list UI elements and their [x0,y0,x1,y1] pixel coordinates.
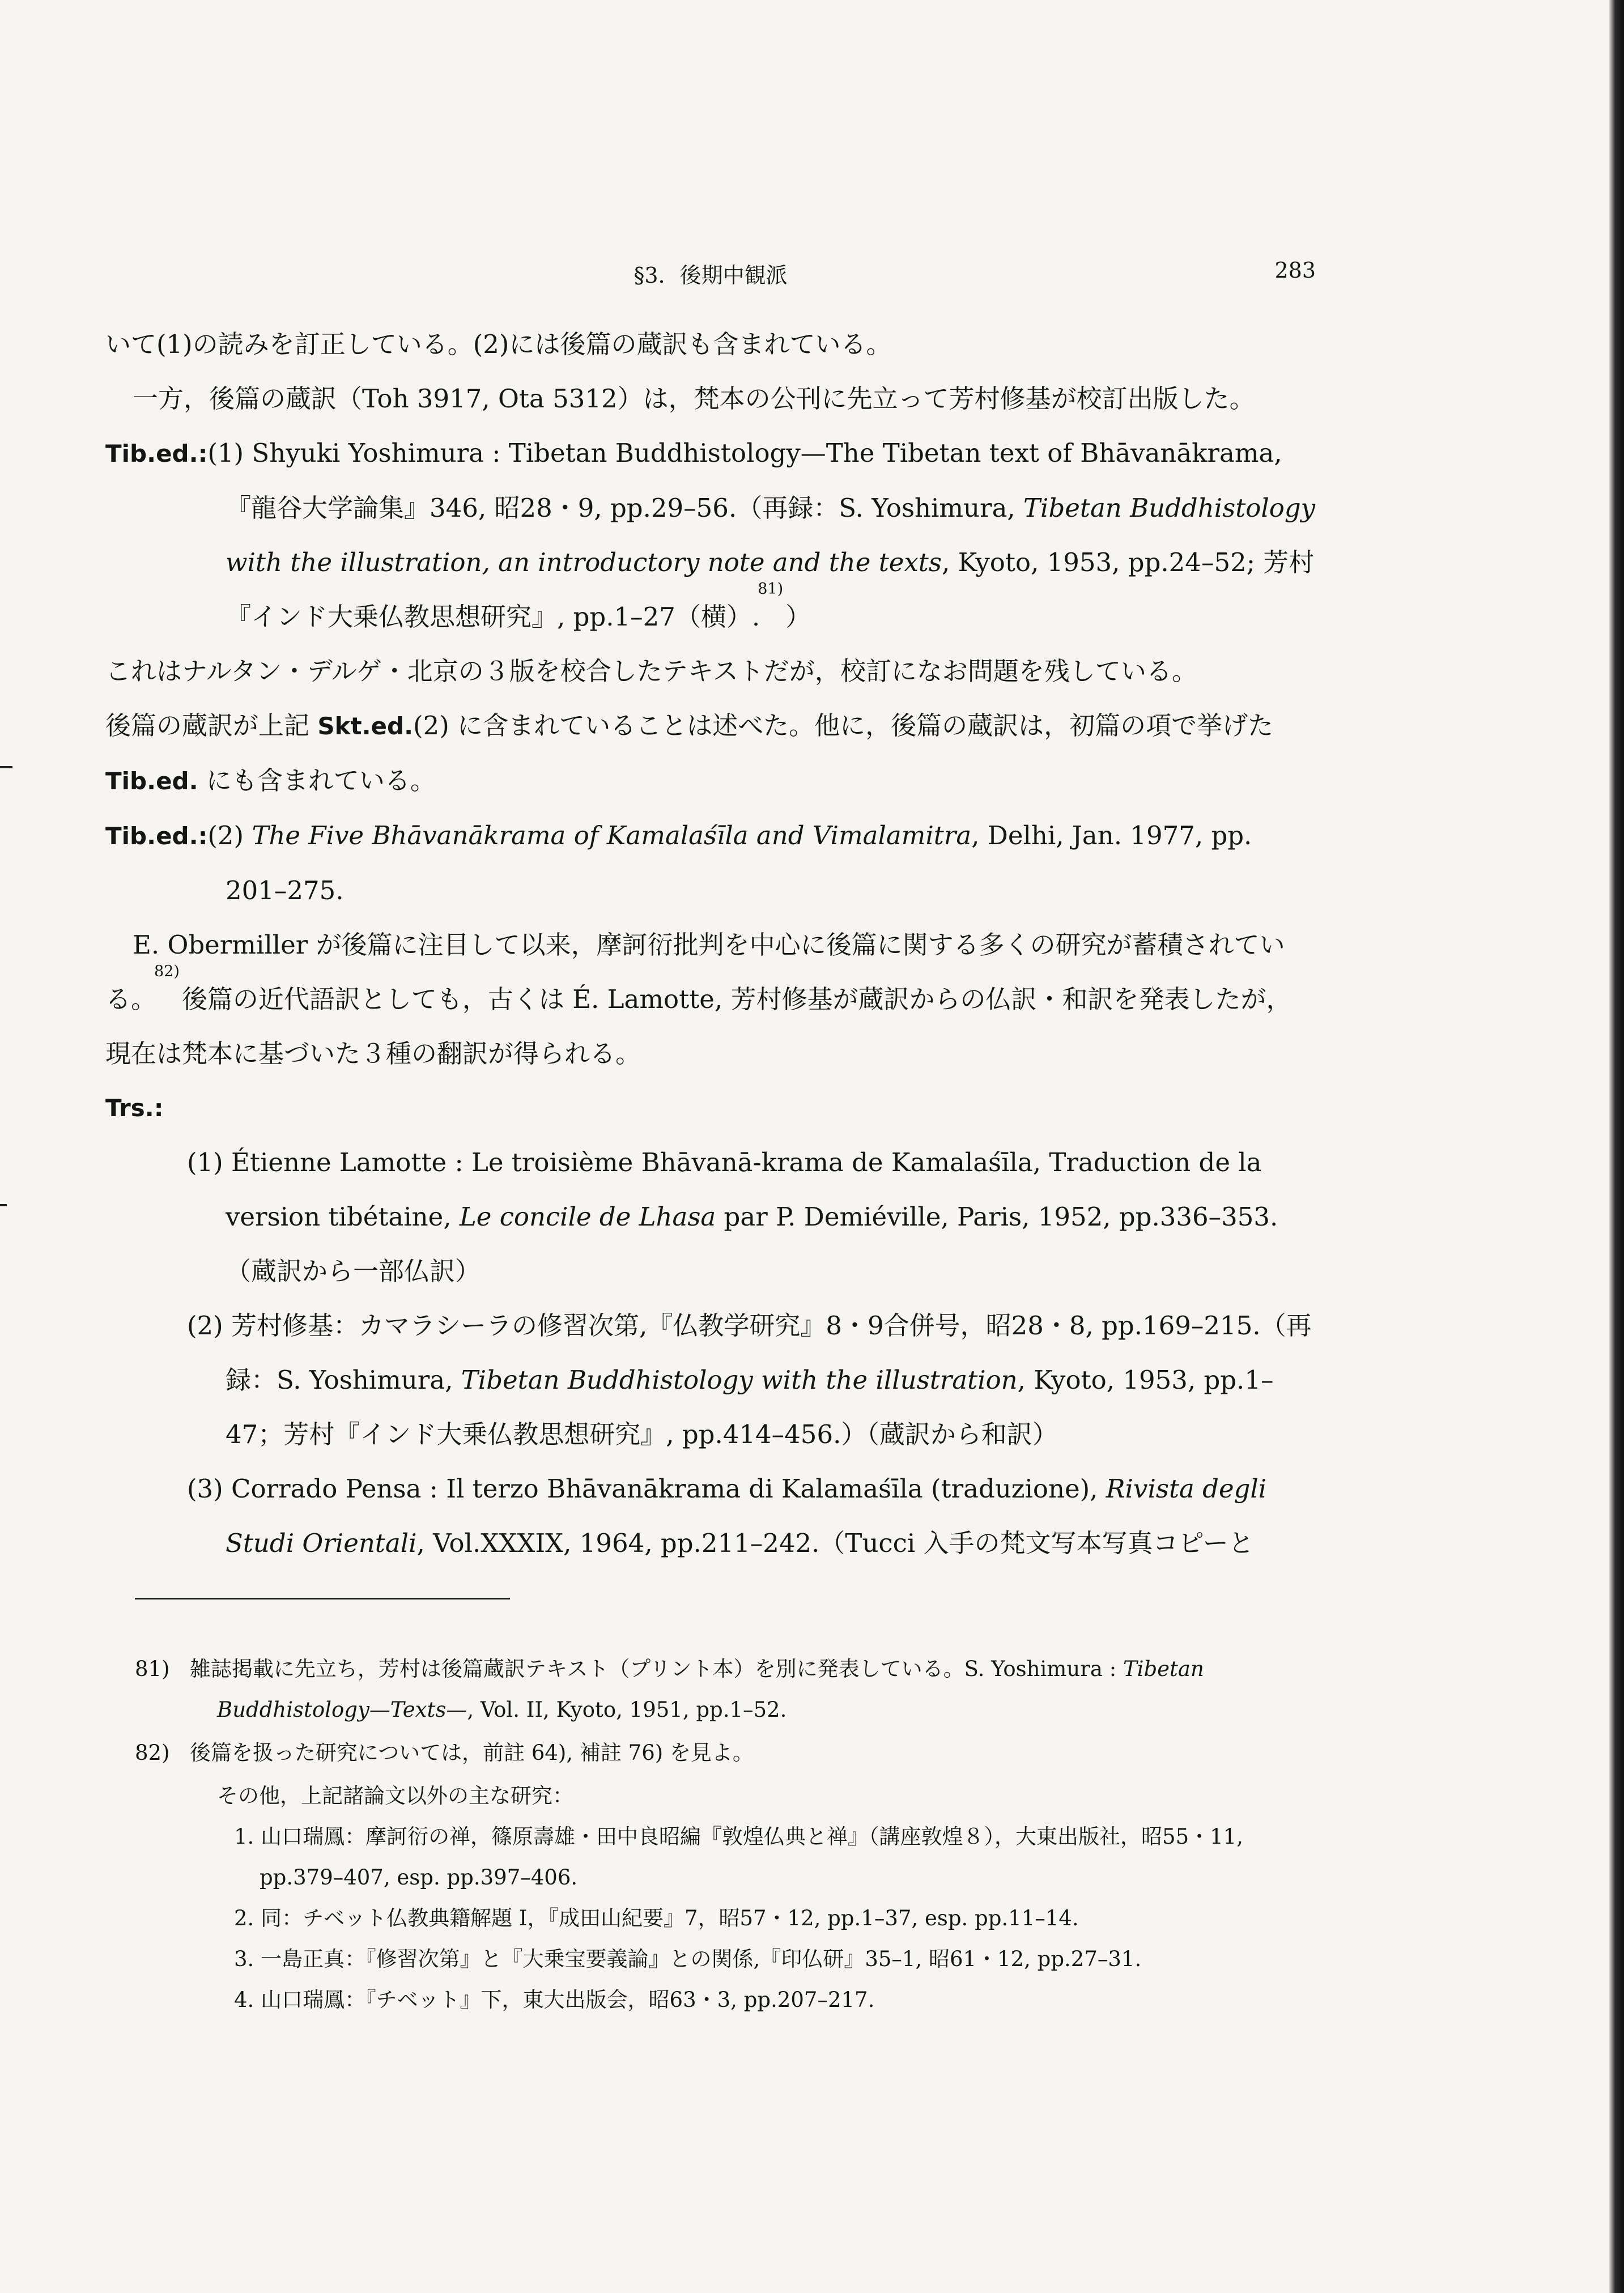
skt-ed-label: Skt.ed. [317,712,414,740]
paragraph-1: いて(1)の読みを訂正している。(2)には後篇の蔵訳も含まれている。 [105,329,892,359]
item-number: (3) [187,1474,223,1504]
text-run: 芳村修基：カマラシーラの修習次第,『仏教学研究』8・9合併号，昭28・8, pp.169–215.（再録：S. Yoshimura, [223,1311,1312,1395]
entry-title: The Five Bhāvanākrama of Kamalaśīla and Vimalamitra [252,820,972,850]
trs-label: Trs.: [105,1094,164,1122]
translation-item [105,1462,1316,1571]
text-run: E. Obermiller が後篇に注目して以来，摩訶衍批判を中心に後篇に関する多くの研究が蓄積されている。 [105,930,1285,1014]
footnote-82-item: 4. 山口瑞鳳：『チベット』下，東大出版会，昭63・3, pp.207–217. [234,1988,875,2012]
tib-ed-2-entry [105,809,1316,918]
scan-edge [1609,0,1624,2293]
italic-title: Tibetan Buddhistology with the illustration [461,1365,1018,1395]
entry-text: , Delhi, Jan. 1977, pp. 201–275. [226,820,1252,905]
footnote-82-intro: その他，上記諸論文以外の主な研究： [217,1784,573,1808]
text-run: 後篇を扱った研究については，前註 64), 補註 76) を見よ。 [189,1741,754,1765]
footnote-number: 81) [135,1657,170,1681]
text-run: 後篇の蔵訳が上記 [105,711,318,741]
text-run: 雑誌掲載に先立ち，芳村は後篇蔵訳テキスト（プリント本）を別に発表している。S. Yoshimura : [189,1657,1123,1681]
footnote-ref-81[interactable]: 81) [758,580,784,598]
entry-number: (1) [207,438,244,468]
footnote-divider [135,1598,510,1599]
entry-number: (2) [207,820,244,850]
paragraph-5 [105,918,1316,1081]
entry-text: Shyuki Yoshimura : Tibetan Buddhistology—The Tibetan text of Bhāvanākrama,『龍谷大学論集』346, 昭28・9, pp.29–56.（再録：S. Yoshimura, [226,438,1282,523]
running-header [105,258,1316,292]
translation-item [105,1299,1316,1462]
text-run: , Kyoto, 1953, pp.1–47；芳村『インド大乗仏教思想研究』, pp.414–456.）（蔵訳から和訳） [226,1365,1274,1449]
section-title: §3．後期中観派 [634,263,788,288]
tib-ed-label: Tib.ed. [105,767,198,795]
text-run: 後篇の近代語訳としても，古くは É. Lamotte, 芳村修基が蔵訳からの仏訳・和訳を発表したが，現在は梵本に基づいた３種の翻訳が得られる。 [105,984,1292,1069]
main-text [105,317,1316,1571]
footnote-82-item: 3. 一島正真：『修習次第』と『大乗宝要義論』との関係,『印仏研』35–1, 昭61・12, pp.27–31. [234,1947,1142,1971]
italic-title: Tibetan Buddhistology—Texts— [217,1657,1204,1722]
footnote-82 [135,1733,1313,1773]
entry-title: Tibetan Buddhistology with the illustration, an introductory note and the texts [226,493,1316,577]
footnote-82-item: 2. 同：チベット仏教典籍解題 I，『成田山紀要』7，昭57・12, pp.1–37, esp. pp.11–14. [234,1906,1079,1930]
tib-ed-label: Tib.ed.: [105,440,208,467]
entry-text: , Kyoto, 1953, pp.24–52; 芳村『インド大乗仏教思想研究』, pp.1–27（横）. [226,547,1315,632]
paragraph-4 [105,699,1316,809]
text-run: Corrado Pensa : Il terzo Bhāvanākrama di Kalamaśīla (traduzione), [223,1474,1106,1504]
translation-item [105,1135,1316,1299]
text-run: Étienne Lamotte : Le troisième Bhāvanā-krama de Kamalaśīla, Traduction de la version tibétaine, [223,1147,1262,1232]
text-run: , Vol. II, Kyoto, 1951, pp.1–52. [467,1698,787,1722]
text-run: (2) に含まれていることは述べた。他に，後篇の蔵訳は，初篇の項で挙げた [413,711,1274,741]
text-run: par P. Demiéville, Paris, 1952, pp.336–353.（蔵訳から一部仏訳） [226,1202,1278,1286]
footnote-81 [135,1649,1313,1730]
footnote-number: 82) [135,1741,170,1765]
footnote-ref-82[interactable]: 82) [154,963,180,980]
page-number: 283 [1274,258,1316,283]
paragraph-3: これはナルタン・デルゲ・北京の３版を校合したテキストだが，校訂になお問題を残している。 [105,656,1197,686]
footnote-82-item: 1. 山口瑞鳳：摩訶衍の禅，篠原壽雄・田中良昭編『敦煌仏典と禅』（講座敦煌８），大東出版社，昭55・11, pp.379–407, esp. pp.397–406. [234,1824,1243,1890]
tib-ed-1-entry [105,426,1316,644]
scan-mark-left-1 [0,766,12,768]
paragraph-2: 一方，後篇の蔵訳（Toh 3917, Ota 5312）は，梵本の公刊に先立って芳村修基が校訂出版した。 [133,384,1255,414]
text-run: にも含まれている。 [198,765,436,795]
footnotes [135,1649,1313,2020]
entry-text: ） [785,602,811,632]
italic-title: Rivista degli Studi Orientali [226,1474,1267,1558]
text-run: , Vol.XXXIX, 1964, pp.211–242.（Tucci 入手の梵文写本写真コピーと [416,1528,1254,1558]
tib-ed-label: Tib.ed.: [105,822,208,850]
item-number: (1) [187,1147,223,1177]
item-number: (2) [187,1311,223,1341]
italic-title: Le concile de Lhasa [459,1202,716,1232]
scan-mark-left-2 [0,1204,7,1206]
